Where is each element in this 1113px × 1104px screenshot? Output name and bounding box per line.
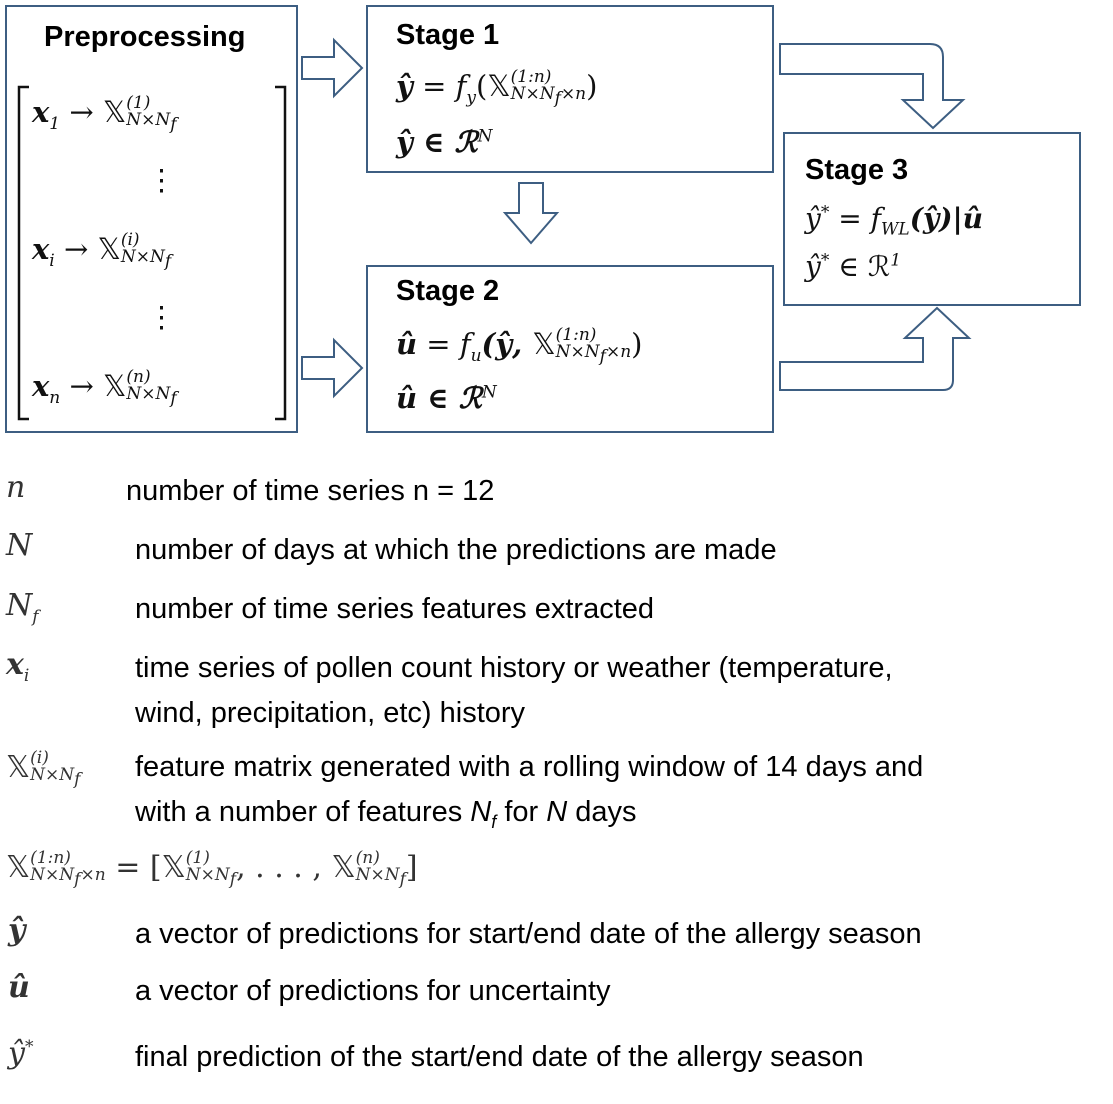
legend-equation-full-matrix: 𝕏 (1:n) $N\times N_f\times n$ = [𝕏 (1) $N\times N_f$ , . . . , 𝕏 (n) $N\times N_f$ ] <box>6 848 418 890</box>
legend-text-y-hat-star: final prediction of the start/end date of the allergy season <box>135 1041 864 1073</box>
arrow-pre-to-stage1 <box>302 40 362 96</box>
preprocessing-box <box>5 5 298 433</box>
stage2-equation-1: û = $f_u(ŷ$, 𝕏 (1:n) $N\times N_f\times n$ ) <box>396 325 643 367</box>
legend-text-xi: time series of pollen count history or weather (temperature, wind, precipitation, etc) history <box>135 652 893 729</box>
legend-text-N: number of days at which the predictions are made <box>135 534 777 566</box>
stage3-equation-2: ŷ* ∈ ℛ$^1$ <box>805 250 902 283</box>
legend-symbol-y-hat-star: ŷ* <box>8 1036 34 1071</box>
arrow-pre-to-stage2 <box>302 340 362 396</box>
legend-symbol-y-hat: ŷ <box>8 913 26 948</box>
arrow-stage2-to-stage3 <box>780 308 969 390</box>
stage1-equation-1: ŷ = $f_y(𝕏$ (1:n) $N\times N_f\times n$ ) <box>396 67 598 109</box>
legend-text-u-hat: a vector of predictions for uncertainty <box>135 975 611 1007</box>
stage1-box <box>366 5 774 173</box>
legend-symbol-feature-matrix: 𝕏 (i) $N\times N_f$ <box>6 748 81 790</box>
stage1-equation-2: ŷ ∈ ℛ$^N$ <box>396 125 493 159</box>
matrix-row-n: $x_n$ → 𝕏 (n) $N\times N_f$ <box>32 367 177 409</box>
arrow-stage1-to-stage3 <box>780 44 963 128</box>
stage1-title: Stage 1 <box>396 19 500 51</box>
legend-text-feature-matrix: feature matrix generated with a rolling window of 14 days and with a number of features $N_f$ for N days <box>135 751 924 832</box>
legend-text-Nf: number of time series features extracted <box>135 593 655 625</box>
stage3-box <box>783 132 1081 306</box>
legend-symbol-xi: $x_i$ <box>6 647 30 686</box>
matrix-row-1: $x_1$ → 𝕏 (1) $N\times N_f$ <box>32 93 177 135</box>
stage2-box <box>366 265 774 433</box>
stage3-equation-1: ŷ* = $f_{WL}(ŷ)|û$ <box>805 202 984 240</box>
matrix-row-i: $x_i$ → 𝕏 (i) $N\times N_f$ <box>32 230 172 272</box>
preprocessing-title: Preprocessing <box>44 21 246 53</box>
legend-symbol-n: n <box>6 470 26 505</box>
arrow-stage1-to-stage2 <box>505 183 557 243</box>
legend-symbol-Nf: $N_f$ <box>6 588 39 627</box>
stage2-equation-2: û ∈ ℛ$^N$ <box>396 381 497 415</box>
stage2-title: Stage 2 <box>396 275 500 307</box>
legend-symbol-u-hat: û <box>8 970 30 1005</box>
vdots-2: ⋮ <box>147 300 176 334</box>
vdots-1: ⋮ <box>147 163 176 197</box>
legend-symbol-N: N <box>6 528 33 563</box>
legend-text-y-hat: a vector of predictions for start/end date of the allergy season <box>135 918 922 950</box>
stage3-title: Stage 3 <box>805 154 909 186</box>
legend-text-n: number of time series n = 12 <box>126 475 495 507</box>
